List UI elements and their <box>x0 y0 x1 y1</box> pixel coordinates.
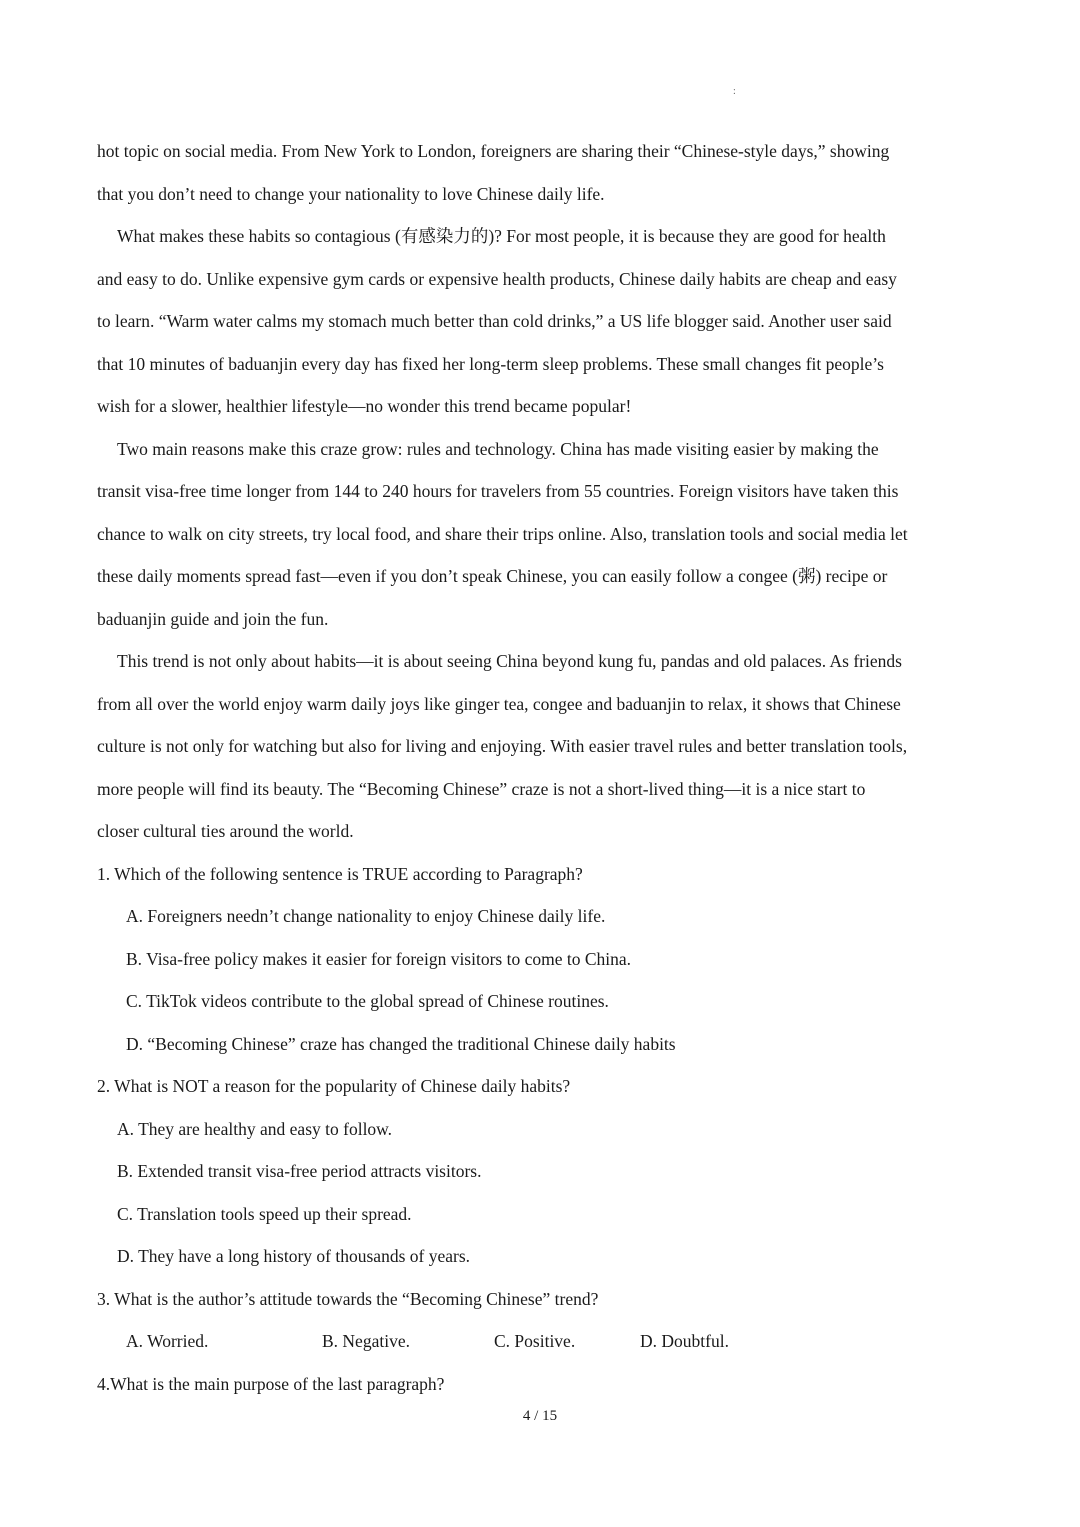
text-line: to learn. “Warm water calms my stomach much better than cold drinks,” a US life blogger said. Another user said <box>97 311 892 331</box>
answer-option: C. Positive. <box>494 1331 576 1351</box>
text-line: baduanjin guide and join the fun. <box>97 608 329 629</box>
page-content <box>97 130 987 1405</box>
answer-option: C. Translation tools speed up their spread. <box>117 1203 412 1224</box>
paragraph-2 <box>97 215 987 428</box>
answer-option: A. Worried. <box>126 1331 209 1351</box>
question-2 <box>97 1065 987 1278</box>
text-line: that you don’t need to change your nationality to love Chinese daily life. <box>97 183 605 204</box>
text-line: that 10 minutes of baduanjin every day has fixed her long-term sleep problems. These small changes fit people’s <box>97 353 884 374</box>
text-line: culture is not only for watching but also for living and enjoying. With easier travel rules and better translation tools, <box>97 736 908 756</box>
text-line: This trend is not only about habits—it is about seeing China beyond kung fu, pandas and old palaces. As friends <box>117 651 902 671</box>
text-line: wish for a slower, healthier lifestyle—no wonder this trend became popular! <box>97 396 632 416</box>
text-line: hot topic on social media. From New York to London, foreigners are sharing their “Chinese-style days,” showing <box>97 141 890 161</box>
text-line: these daily moments spread fast—even if you don’t speak Chinese, you can easily follow a congee (粥) recipe or <box>97 566 888 586</box>
text-line: closer cultural ties around the world. <box>97 821 354 841</box>
answer-option: D. Doubtful. <box>640 1331 729 1351</box>
answer-options-row <box>97 1320 987 1363</box>
page-number: 4 / 15 <box>522 1408 558 1424</box>
answer-option: B. Negative. <box>322 1331 410 1351</box>
paragraph-3 <box>97 428 987 641</box>
answer-option: B. Visa-free policy makes it easier for foreign visitors to come to China. <box>126 948 632 969</box>
question-stem: 3. What is the author’s attitude towards the “Becoming Chinese” trend? <box>97 1288 599 1309</box>
answer-option: D. They have a long history of thousands of years. <box>117 1246 471 1266</box>
text-line: from all over the world enjoy warm daily joys like ginger tea, congee and baduanjin to relax, it shows that Chinese <box>97 693 901 714</box>
question-stem: 4.What is the main purpose of the last paragraph? <box>97 1373 445 1394</box>
question-4 <box>97 1363 987 1406</box>
answer-option: B. Extended transit visa-free period attracts visitors. <box>117 1161 482 1181</box>
text-line: chance to walk on city streets, try local food, and share their trips online. Also, translation tools and social media let <box>97 523 908 544</box>
paragraph-4 <box>97 640 987 853</box>
question-stem: 2. What is NOT a reason for the popularity of Chinese daily habits? <box>97 1076 571 1096</box>
paragraph-1 <box>97 130 987 215</box>
text-line: and easy to do. Unlike expensive gym cards or expensive health products, Chinese daily habits are cheap and easy <box>97 268 897 289</box>
answer-option: C. TikTok videos contribute to the global spread of Chinese routines. <box>126 991 609 1011</box>
answer-option: A. Foreigners needn’t change nationality to enjoy Chinese daily life. <box>126 906 606 926</box>
text-line: transit visa-free time longer from 144 to 240 hours for travelers from 55 countries. Foreign visitors have taken this <box>97 481 899 501</box>
corner-mark: : <box>733 86 736 97</box>
text-line: What makes these habits so contagious (有感染力的)? For most people, it is because they are good for health <box>117 226 886 246</box>
question-3 <box>97 1278 987 1363</box>
answer-option: D. “Becoming Chinese” craze has changed the traditional Chinese daily habits <box>126 1033 676 1054</box>
text-line: Two main reasons make this craze grow: rules and technology. China has made visiting easier by making the <box>117 438 879 459</box>
question-stem: 1. Which of the following sentence is TRUE according to Paragraph? <box>97 863 583 884</box>
text-line: more people will find its beauty. The “Becoming Chinese” craze is not a short-lived thing—it is a nice start to <box>97 778 866 799</box>
answer-option: A. They are healthy and easy to follow. <box>117 1118 393 1139</box>
question-1 <box>97 853 987 1066</box>
